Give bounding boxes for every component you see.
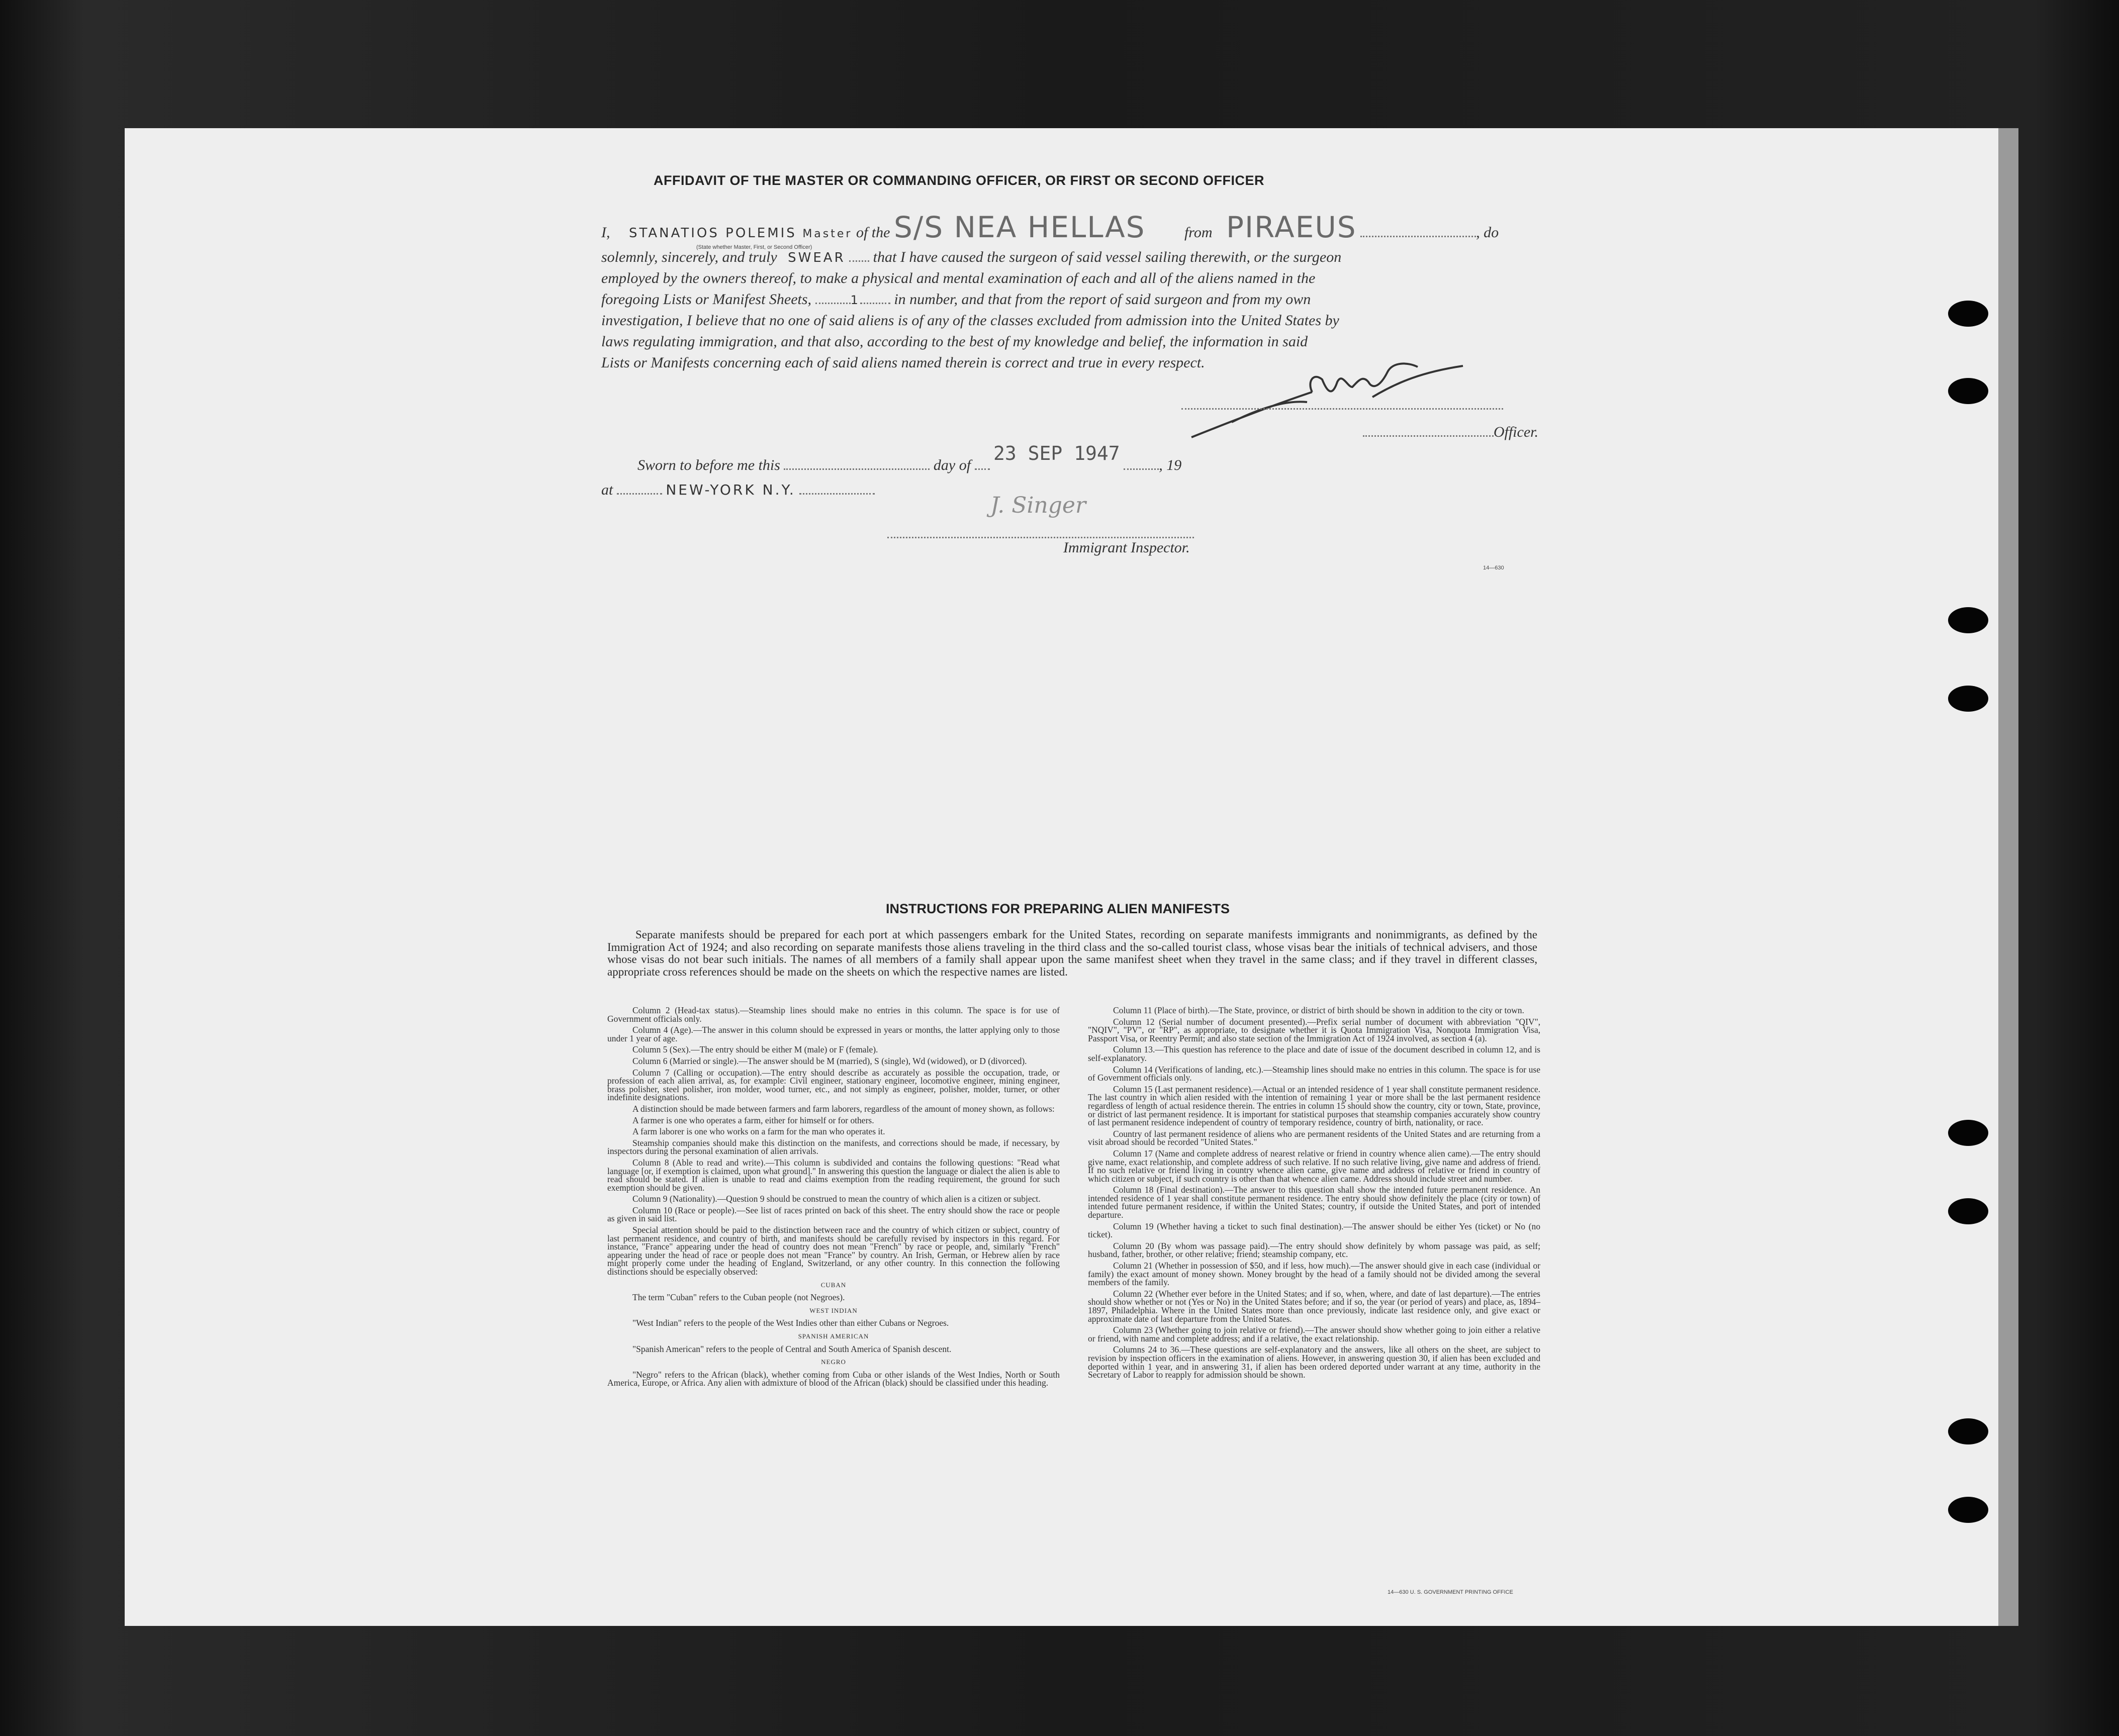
swear-handwritten: SWEAR [788, 250, 846, 265]
inspector-label: Immigrant Inspector. [1063, 539, 1190, 556]
instruction-paragraph: Column 14 (Verifications of landing, etc.).—Steamship lines should make no entries in this column. The space is for use of Government officials only. [1088, 1064, 1540, 1083]
instruction-paragraph: Column 2 (Head-tax status).—Steamship lines should make no entries in this column. The space is for use of Government officials only. [607, 1005, 1060, 1024]
punch-hole [1948, 1198, 1988, 1224]
punch-hole [1948, 1120, 1988, 1146]
instructions-intro: Separate manifests should be prepared for each port at which passengers embark for the United States, recording on separate manifests immigrants and nonimmigrants, as defined by the Immigration Act of 1924; and also recording on separate manifests those aliens traveling in the third class and the so-called tourist class, whose visas bear the initials of technical advisers, and those whose visas do not bear such initials. The names of all members of a family shall appear upon the same manifest sheet when they travel in the same class; and if they travel in different classes, appropriate cross references should be made on the sheets on which the respective names are listed. [607, 928, 1537, 978]
instruction-paragraph: Column 18 (Final destination).—The answer to this question shall show the intended future permanent residence. An intended residence of 1 year shall constitute permanent residence. The entry should show definitely the place (city or town) of intended future permanent residence, if within the United States; country, if outside the United States, and port of intended departure. [1088, 1185, 1540, 1220]
vessel-stamp: S/S NEA HELLAS [893, 210, 1146, 244]
instruction-paragraph: Column 15 (Last permanent residence).—Actual or an intended residence of 1 year shall constitute permanent residence. The last country in which alien resided with the intention of remaining 1 year or more shall be the last permanent residence regardless of length of actual residence therein. The entries in column 15 should show the country, city or town, State, province, or district of last permanent residence. It is important for statistical purposes that steamship companies accurately show country of last permanent residence independent of country of temporary residence, country of birth, nationality, or race. [1088, 1084, 1540, 1128]
affidavit-line-4 [601, 291, 1536, 308]
punch-hole [1948, 378, 1988, 404]
instructions-title: INSTRUCTIONS FOR PREPARING ALIEN MANIFESTS [886, 901, 1230, 916]
affidavit-line-1 [601, 210, 1536, 244]
document-page [125, 128, 1998, 1626]
section-heading: WEST INDIAN [809, 1306, 858, 1314]
affidavit-line-5: investigation, I believe that no one of said aliens is of any of the classes excluded from admission into the United States by [601, 312, 1339, 329]
instruction-paragraph: The term "Cuban" refers to the Cuban people (not Negroes). [632, 1292, 845, 1303]
instruction-paragraph: Column 9 (Nationality).—Question 9 should be construed to mean the country of which alien is a citizen or subject. [632, 1194, 1041, 1204]
punch-hole [1948, 1418, 1988, 1444]
line-4b-text: in number, and that from the report of said surgeon and from my own [894, 291, 1311, 308]
instruction-paragraph: "Negro" refers to the African (black), whether coming from Cuba or other islands of the West Indies, North or South America, Europe, or Africa. Any alien with admixture of blood of the African (black) should be classified under this heading. [607, 1369, 1060, 1388]
instruction-paragraph: Country of last permanent residence of aliens who are permanent residents of the United States and are returning from a visit abroad should be recorded "United States." [1088, 1128, 1540, 1147]
inspector-signature: J. Singer [990, 493, 1086, 518]
instruction-paragraph: "Spanish American" refers to the people of Central and South America of Spanish descent. [632, 1343, 952, 1354]
officer-label: Officer. [1493, 424, 1538, 440]
instruction-paragraph: Column 17 (Name and complete address of nearest relative or friend in country whence alien came).—The entry should give name, exact relationship, and complete address of such relative. If no such relative living, give name and address of friend. If no such relative or friend living in country whence alien came, give name and address of relative or friend in country of which citizen or subject, if such country is other than that whence alien came. Address should include street and number. [1088, 1148, 1540, 1184]
do-label: , do [1476, 224, 1499, 241]
date-stamp: 23 SEP 1947 [993, 442, 1120, 464]
at-label: at [601, 481, 613, 498]
instruction-paragraph: A farmer is one who operates a farm, either for himself or for others. [632, 1115, 874, 1125]
punch-hole [1948, 686, 1988, 712]
line-4a-text: foregoing Lists or Manifest Sheets, [601, 291, 812, 308]
inspector-signature-line [887, 537, 1194, 538]
master-name-handwritten: STANATIOS POLEMIS [629, 226, 797, 241]
punch-hole [1948, 1497, 1988, 1523]
master-signature-line [1181, 408, 1503, 410]
instruction-paragraph: Column 11 (Place of birth).—The State, province, or district of birth should be shown in addition to the city or town. [1113, 1005, 1524, 1015]
punch-hole [1948, 607, 1988, 633]
sheet-count: 1 [850, 293, 860, 307]
section-heading: NEGRO [821, 1358, 846, 1366]
instruction-paragraph: Column 8 (Able to read and write).—This column is subdivided and contains the following questions: "Read what language [or, if exemption is claimed, upon what ground]." In answering this question the language or dialect the alien is able to read should be stated. If alien is unable to read and claims exemption from the reading requirement, the ground for such exemption should be given. [607, 1157, 1060, 1193]
sworn-line [637, 442, 1573, 474]
instruction-paragraph: A distinction should be made between farmers and farm laborers, regardless of the amount of money shown, as follows: [632, 1103, 1055, 1114]
instruction-paragraph: Special attention should be paid to the distinction between race and the country of which citizen or subject, country of last permanent residence, and country of birth, and manifests should be carefully revised by inspectors in this regard. For instance, "France" appearing under the head of country does not mean "French" by race or people, and, similarly "French" appearing under the head of race or people does not mean "France" by country. An Irish, German, or Hebrew alien by race might properly come under the heading of England, Switzerland, or any other country. In this connection the following distinctions should be especially observed: [607, 1225, 1060, 1277]
gpo-footer: 14—630 U. S. GOVERNMENT PRINTING OFFICE [1388, 1589, 1513, 1595]
instructions-left-column [607, 1006, 1060, 1390]
rank-handwritten: Master [802, 228, 853, 240]
affidavit-i: I, [601, 224, 610, 241]
instruction-paragraph: Column 10 (Race or people).—See list of races printed on back of this sheet. The entry should show the race or people as given in said list. [607, 1205, 1060, 1224]
line-2-text: that I have caused the surgeon of said vessel sailing therewith, or the surgeon [873, 249, 1342, 265]
affidavit-line-2 [601, 249, 1536, 266]
section-heading: CUBAN [820, 1281, 847, 1289]
rank-note: (State whether Master, First, or Second Officer) [696, 244, 812, 250]
affidavit-line-6: laws regulating immigration, and that also, according to the best of my knowledge and belief, the information in said [601, 333, 1308, 350]
instruction-paragraph: A farm laborer is one who works on a farm for the man who operates it. [632, 1126, 885, 1137]
form-number: 14—630 [1483, 565, 1504, 571]
affidavit-title: AFFIDAVIT OF THE MASTER OR COMMANDING OFFICER, OR FIRST OR SECOND OFFICER [654, 173, 1264, 188]
affidavit-line-7: Lists or Manifests concerning each of said aliens named therein is correct and true in every respect. [601, 354, 1205, 371]
from-label: from [1184, 224, 1213, 241]
section-heading: SPANISH AMERICAN [798, 1332, 869, 1340]
officer-row [1337, 424, 1538, 441]
instruction-paragraph: Column 5 (Sex).—The entry should be either M (male) or F (female). [632, 1044, 878, 1055]
page-edge-strip [1998, 128, 2018, 1626]
instruction-paragraph: Columns 24 to 36.—These questions are self-explanatory and the answers, like all others on the sheet, are subject to revision by inspection officers in the examination of aliens. However, in answering question 30, if alien has been excluded and deported within 1 year, and in answering 31, if alien has been ordered deported under warrant at any time, authority in the Secretary of Labor to reapply for admission should be shown. [1088, 1344, 1540, 1380]
instruction-paragraph: Column 23 (Whether going to join relative or friend).—The answer should show whether going to join either a relative or friend, with name and complete address; and if a relative, the exact relationship. [1088, 1325, 1540, 1343]
instruction-paragraph: Column 22 (Whether ever before in the United States; and if so, when, where, and date of last departure).—The entries should show whether or not (Yes or No) in the United States before; and if so, the year (or period of years) and place, as, 1894–1897, Philadelphia. Where in the United States more than once previously, indicate last residence only, and give exact or approximate date of last departure from the United States. [1088, 1288, 1540, 1324]
port-stamp: PIRAEUS [1226, 210, 1357, 244]
instruction-paragraph: Steamship companies should make this distinction on the manifests, and corrections should be made, if necessary, by inspectors during the personal examination of alien arrivals. [607, 1137, 1060, 1156]
sworn-text: Sworn to before me this [637, 457, 780, 473]
instruction-paragraph: Column 21 (Whether in possession of $50, and if less, how much).—The answer should give in each case (individual or family) the exact amount of money shown. Money brought by the head of a family should not be divided among the several members of the family. [1088, 1261, 1540, 1288]
instruction-paragraph: Column 19 (Whether having a ticket to such final destination).—The answer should be either Yes (ticket) or No (no ticket). [1088, 1221, 1540, 1240]
day-of-label: day of [933, 457, 971, 473]
instruction-paragraph: Column 6 (Married or single).—The answer should be M (married), S (single), Wd (widowed), or D (divorced). [632, 1055, 1027, 1066]
instruction-paragraph: Column 12 (Serial number of document presented).—Prefix serial number of document with abbreviation "QIV", "NQIV", "PV", or "RP", as appropriate, to designate whether it is Quota Immigration Visa, Nonquota Immigration Visa, Passport Visa, or Reentry Permit; and also state section of the Immigration Act of 1924 involved, as section 4 (a). [1088, 1016, 1540, 1043]
instructions-right-column [1088, 1006, 1540, 1382]
place-handwritten: NEW-YORK N.Y. [666, 481, 796, 498]
instruction-paragraph: "West Indian" refers to the people of the West Indies other than either Cubans or Negroes. [632, 1318, 949, 1328]
year-prefix: , 19 [1159, 457, 1182, 473]
instruction-paragraph: Column 4 (Age).—The answer in this column should be expressed in years or months, the latter applying only to those under 1 year of age. [607, 1025, 1060, 1043]
affidavit-line-3: employed by the owners thereof, to make a physical and mental examination of each and all of the aliens named in the [601, 270, 1316, 286]
of-the-label: of the [856, 224, 890, 241]
instruction-paragraph: Column 7 (Calling or occupation).—The entry should describe as accurately as possible the occupation, trade, or profession of each alien arrival, as, for example: Civil engineer, stationary engineer, locomotive engineer, mining engineer, brass polisher, steel polisher, iron molder, wood turner, etc., and not simply as engineer, polisher, molder, turner, or other indefinite designations. [607, 1067, 1060, 1103]
instruction-paragraph: Column 20 (By whom was passage paid).—The entry should show definitely by whom passage was paid, as self; husband, father, brother, or other relative; friend; steamship company, etc. [1088, 1240, 1540, 1260]
instruction-paragraph: Column 13.—This question has reference to the place and date of issue of the document described in column 12, and is self-explanatory. [1088, 1044, 1540, 1063]
punch-hole [1948, 301, 1988, 327]
solemnly-text: solemnly, sincerely, and truly [601, 249, 777, 265]
